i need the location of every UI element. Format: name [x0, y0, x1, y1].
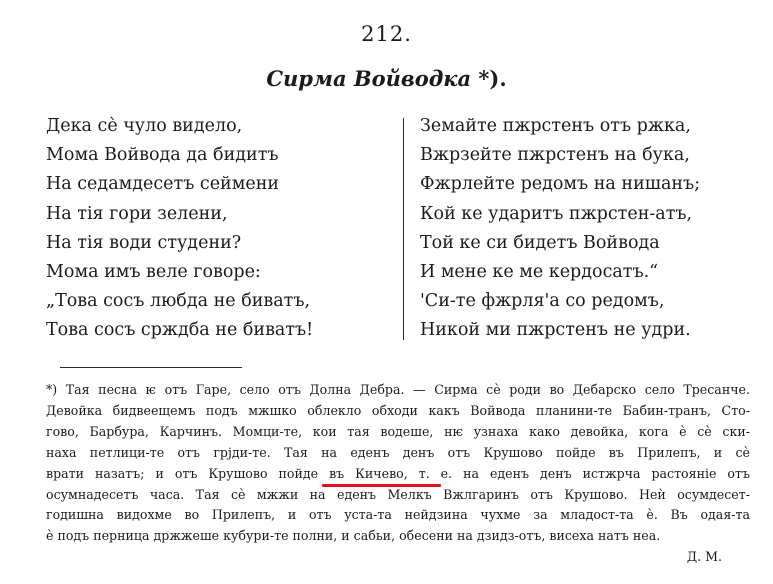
poem-title-text: Сирма Войводка	[266, 66, 472, 91]
footnote-line: Девойка бидвеещемъ подъ мжшко облеклo обходи какъ Войвода планини-те Бабин-транъ, Сто-	[46, 402, 750, 418]
footnote-line: осумнадесетъ часа. Тая сѐ мжжи на еденъ Мелкъ Вжлгаринъ отъ Крушово. Неѝ осумдесет-	[46, 486, 750, 502]
poem-line: Никой ми пжрстенъ не удри.	[420, 320, 691, 341]
poem-right-column	[420, 112, 700, 346]
poem-line: Земайте пжрстенъ отъ ржка,	[420, 116, 691, 136]
highlighted-phrase: въ Кичево,	[329, 465, 408, 481]
footnote-line: наха петлици-те отъ грjди-те. Тая на еденъ денъ отъ Крушово пойде въ Прилепъ, и сѐ	[46, 444, 750, 460]
poem-line: На седамдесетъ сеймени	[46, 174, 280, 195]
poem-line: Той ке си бидетъ Войвода	[420, 232, 660, 253]
poem-line: Фжрлейте редомъ на нишанъ;	[420, 174, 701, 195]
poem-line: Дека сѐ чуло видело,	[46, 116, 243, 136]
poem-left-column	[46, 112, 313, 346]
footnote-line: гово, Барбура, Карчинъ. Момци-те, кои тая водеше, нѥ узнаха како девойка, кога ѐ сѐ ски-	[46, 423, 750, 439]
poem-line: Това сосъ срждба не биватъ!	[46, 320, 314, 341]
footnote-line: ѐ подъ перница држжеше кубури-те полни, и сабьи, обесени на дзидз-отъ, висеха натъ неа.	[46, 528, 661, 544]
footnote-line: *) Тая песна ѥ отъ Гаре, село отъ Долна Дебра. — Сирма сѐ роди во Дебарско село Тресанче.	[46, 382, 750, 397]
poem-line: Кой ке ударитъ пжрстен-атъ,	[420, 203, 693, 224]
footnote	[46, 380, 750, 568]
column-divider	[403, 118, 404, 340]
poem-title	[0, 66, 773, 91]
footnote-marker: *).	[471, 66, 507, 91]
poem-line: И мене ке ме кердосатъ.“	[420, 262, 659, 283]
poem-line: Мома Войвода да бидитъ	[46, 145, 279, 166]
poem-line: На тія гори зелени,	[46, 203, 228, 224]
page-number: 212.	[361, 22, 412, 46]
footnote-line: годишна видохме во Прилепъ, и отъ уста-та нейдзина чухме за младост-та ѐ. Въ одая-та	[46, 507, 750, 523]
footnote-signature: Д. М.	[686, 549, 722, 565]
footnote-separator	[60, 367, 242, 368]
poem-line: Мома имъ веле говоре:	[46, 262, 261, 283]
poem-line: Вжрзейте пжрстенъ на бука,	[420, 145, 690, 166]
footnote-line-highlighted: врати назатъ; и отъ Крушово пойде въ Кичево, т. е. на еденъ денъ истжрча растояніе отъ	[46, 465, 750, 481]
red-underline-annotation	[322, 484, 441, 487]
poem-line: На тія води студени?	[46, 232, 242, 253]
poem-line: „Това сосъ любда не биватъ,	[46, 291, 311, 312]
poem-line: 'Си-те фжрля'а со редомъ,	[420, 291, 665, 312]
